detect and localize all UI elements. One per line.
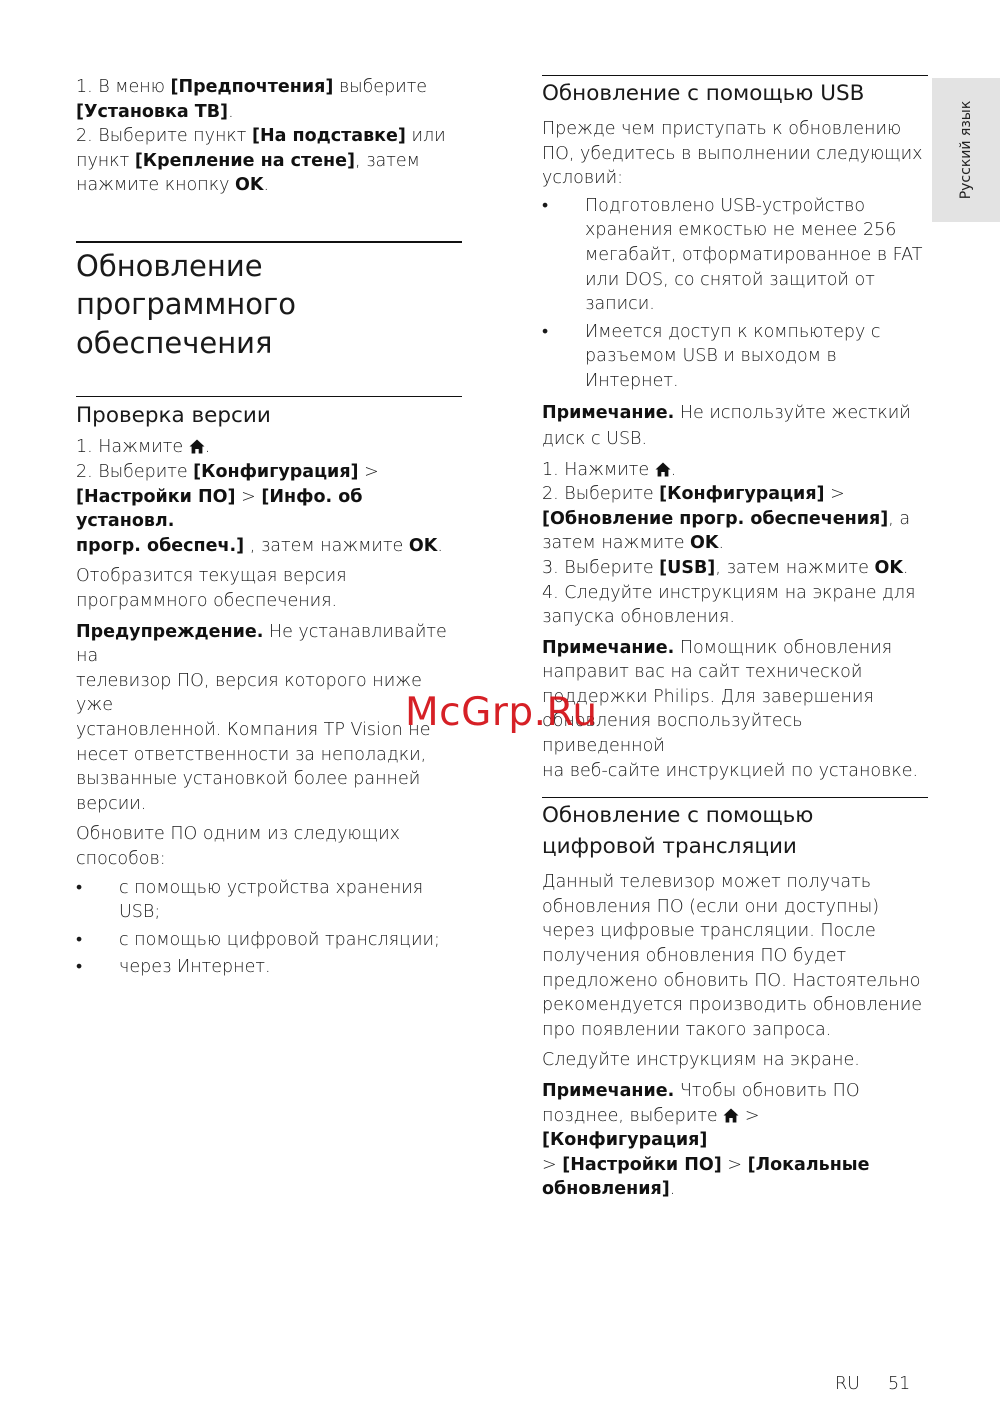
digital-body: Данный телевизор может получать обновления ПО (если они доступны) через цифровые трансляции. После получения обновления ПО будет предложено обновить ПО. Настоятельно рекомендуется производить обновление про появлении такого запроса. — [542, 872, 923, 1040]
subsection-title-version-check: Проверка версии — [76, 403, 271, 429]
home-icon — [723, 1106, 739, 1121]
page-footer — [835, 1372, 910, 1396]
methods-list — [76, 876, 464, 980]
list-item: • с помощью цифровой трансляции; — [76, 929, 440, 950]
language-tab-label: Русский язык — [958, 100, 974, 200]
home-icon — [189, 437, 205, 452]
methods-intro: Обновите ПО одним из следующих способов: — [76, 824, 400, 869]
language-tab — [932, 78, 1000, 222]
watermark: McGrp.Ru — [405, 690, 598, 735]
right-column — [542, 0, 928, 1202]
digital-follow: Следуйте инструкциям на экране. — [542, 1050, 860, 1071]
usb-update-steps: 1. Нажмите . 2. Выберите [Конфигурация] > [Обновление прогр. обеспечения], а затем нажмите OK. 3. Выберите [USB], затем нажмите OK. 4. Следуйте инструкциям на экране для запуска обновления. — [542, 459, 916, 628]
list-item: • Имеется доступ к компьютеру с разъемом USB и выходом в Интернет. — [542, 321, 881, 391]
version-check-steps: 1. Нажмите . 2. Выберите [Конфигурация] > [Настройки ПО] > [Инфо. об установл. прогр. обеспеч.] , затем нажмите OK. — [76, 437, 443, 556]
digital-note: Примечание. Чтобы обновить ПО позднее, выберите > [Конфигурация] > [Настройки ПО] > [Локальные обновления]. — [542, 1081, 870, 1200]
home-icon — [655, 460, 671, 475]
usb-conditions-list — [542, 194, 928, 394]
page-number: 51 — [887, 1374, 911, 1394]
section-title: Обновление программного обеспечения — [76, 248, 296, 360]
usb-note-assistant: Примечание. Помощник обновления направит вас на сайт технической поддержки Philips. Для завершения обновления воспользуйтесь приведенной на веб-сайте инструкцией по установке. — [542, 637, 919, 781]
mount-setup-steps: 1. В меню [Предпочтения] выберите [Установка ТВ]. 2. Выберите пункт [На подставке] или пункт [Крепление на стене], затем нажмите кнопку OK. — [76, 77, 446, 196]
digital-update-title: Обновление с помощью цифровой трансляции — [542, 803, 814, 860]
list-item: • Подготовлено USB-устройство хранения емкостью не менее 256 мегабайт, отформатированное в FAT или DOS, со снятой защитой от записи. — [542, 195, 923, 315]
warning-paragraph: Предупреждение. Не устанавливайте на телевизор ПО, версия которого ниже уже установленной. Компания TP Vision не несет ответственности за неполадки, вызванные установкой более ранней версии. — [76, 621, 447, 814]
list-item: • с помощью устройства хранения USB; — [76, 877, 424, 923]
version-result: Отобразится текущая версия программного обеспечения. — [76, 566, 347, 612]
left-column — [76, 0, 464, 983]
usb-note-hdd: Примечание. Не используйте жесткий диск с USB. — [542, 402, 911, 449]
footer-language: RU — [835, 1374, 860, 1394]
list-item: • через Интернет. — [76, 957, 271, 978]
usb-intro: Прежде чем приступать к обновлению ПО, убедитесь в выполнении следующих условий: — [542, 119, 923, 189]
usb-update-title: Обновление с помощью USB — [542, 81, 865, 106]
